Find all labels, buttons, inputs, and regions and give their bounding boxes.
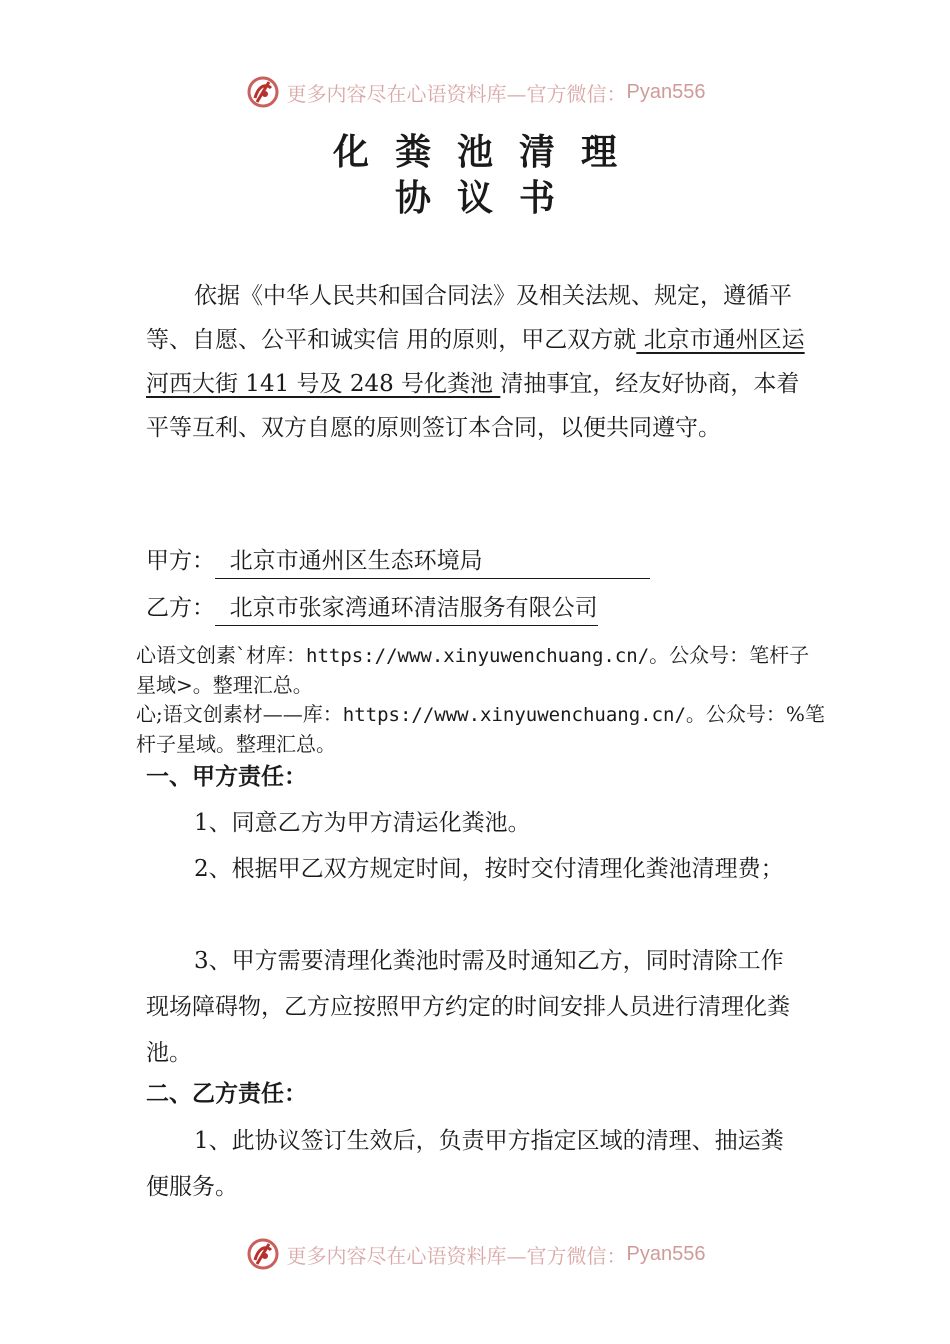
- source-note-1: [136, 641, 826, 700]
- intro-paragraph: [146, 274, 806, 450]
- note2-prefix: 心;语文创素材——库：: [136, 702, 343, 726]
- source-note-2: [136, 700, 826, 759]
- section2-item1: 1、此协议签订生效后，负责甲方指定区域的清理、抽运粪便服务。: [146, 1128, 784, 1200]
- brand-logo-icon: [245, 74, 281, 110]
- note1-url: https://www.xinyuwenchuang.cn/: [306, 645, 650, 667]
- party-a-label: 甲方：: [146, 548, 215, 574]
- section1-item2: 2、根据甲乙双方规定时间，按时交付清理化粪池清理费；: [194, 856, 784, 882]
- brand-logo-icon: [245, 1236, 281, 1272]
- section1-item3: 3、甲方需要清理化粪池时需及时通知乙方，同时清除工作现场障碍物，乙方应按照甲方约定的时间安排人员进行清理化粪池。: [146, 948, 790, 1066]
- section1-heading: 一、甲方责任：: [146, 764, 307, 790]
- party-b-name: 北京市张家湾通环清洁服务有限公司: [215, 591, 598, 626]
- party-a-name: 北京市通州区生态环境局: [215, 544, 650, 579]
- note1-suffix: 。公众号：笔杆子星域>。整理汇总。: [136, 643, 810, 697]
- watermark-text: 更多内容尽在心语资料库—官方微信：: [286, 81, 627, 106]
- intro-text-1: 依据《中华人民共和国合同法》及相关法规、规定，遵循平等、自愿、公平和诚实信 用的原则，甲乙双方就: [146, 283, 792, 353]
- watermark-text: 更多内容尽在心语资料库—官方微信：: [286, 1243, 627, 1268]
- note2-suffix: 。公众号：%笔杆子星域。整理汇总。: [136, 702, 825, 756]
- intro-text-2: 清抽事宜，经友好协商，本着平等互利、双方自愿的原则签订本合同，以便共同遵守。: [146, 371, 800, 441]
- watermark-header: [0, 72, 950, 112]
- document-title-line1: 化粪池清理: [332, 132, 643, 173]
- note1-prefix: 心语文创素`材库：: [136, 643, 306, 667]
- party-a: [146, 541, 650, 581]
- section2-heading: 二、乙方责任：: [146, 1081, 307, 1107]
- party-b-label: 乙方：: [146, 595, 215, 621]
- party-b: [146, 588, 598, 628]
- watermark-wechat-id: Pyan556: [626, 1242, 706, 1265]
- section1-item1: 1、同意乙方为甲方清运化粪池。: [194, 810, 531, 836]
- watermark-footer: [0, 1234, 950, 1274]
- watermark-wechat-id: Pyan556: [626, 80, 706, 103]
- intro-address: 北京市通州区运河西大街 141 号及 248 号化粪池: [146, 327, 805, 397]
- note2-url: https://www.xinyuwenchuang.cn/: [342, 704, 686, 726]
- document-title-line2: 协议书: [394, 178, 581, 219]
